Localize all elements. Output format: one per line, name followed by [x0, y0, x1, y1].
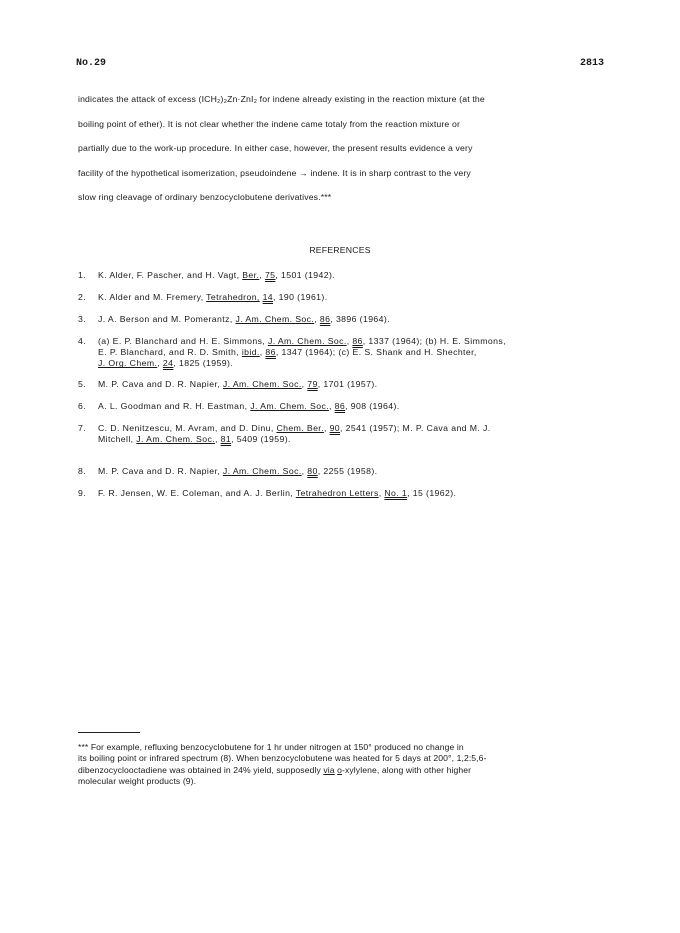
reference-citation: [98, 488, 608, 499]
text-run: K. Alder and M. Fremery,: [98, 292, 207, 302]
footnote-line: [78, 776, 608, 787]
footnote-rule: [78, 732, 140, 733]
reference-number: 9.: [78, 488, 87, 498]
text-run: , 1825 (1959).: [173, 358, 234, 369]
emphasized-run: 24: [162, 358, 174, 369]
footnote-line: [78, 742, 608, 753]
text-run: , 3896 (1964).: [330, 314, 391, 324]
text-run: ,: [157, 358, 163, 369]
journal-issue: No.29: [76, 58, 107, 69]
body-line: partially due to the work-up procedure. In either case, however, the present results evidence a very: [78, 143, 473, 154]
text-run: M. P. Cava and D. R. Napier,: [98, 379, 223, 389]
citation-line: [98, 336, 608, 347]
citation-line: [98, 379, 608, 390]
reference-number: 4.: [78, 336, 87, 346]
text-run: ,: [301, 466, 308, 476]
emphasized-run: J. Am. Chem. Soc.: [222, 379, 302, 389]
text-run: molecular weight products (9).: [78, 776, 197, 787]
citation-line: [98, 347, 608, 358]
emphasized-run: J. Org. Chem.: [98, 358, 158, 369]
reference-citation: [98, 401, 608, 412]
emphasized-run: Tetrahedron,: [206, 292, 260, 302]
reference-citation: [98, 466, 608, 477]
citation-line: [98, 423, 608, 434]
footnote-line: [78, 765, 608, 776]
text-run: its boiling point or infrared spectrum (8). When benzocyclobutene was heated for 5 days at 200°, 1,2:5,6-: [78, 753, 487, 764]
text-run: ,: [314, 314, 320, 324]
text-run: ,: [259, 347, 266, 358]
text-run: J. A. Berson and M. Pomerantz,: [98, 314, 236, 324]
footnote-line: [78, 753, 608, 764]
body-paragraph: [78, 92, 608, 215]
reference-number: 7.: [78, 423, 87, 433]
reference-citation: [98, 423, 608, 445]
text-run: , 15 (1962).: [407, 488, 457, 498]
emphasized-run: 81: [220, 434, 232, 445]
body-line: facility of the hypothetical isomerization, pseudoindene → indene. It is in sharp contrast to the very: [78, 167, 471, 178]
reference-citation: [98, 270, 608, 281]
reference-number: 8.: [78, 466, 87, 476]
body-line: slow ring cleavage of ordinary benzocyclobutene derivatives.***: [78, 192, 332, 203]
reference-number: 5.: [78, 379, 87, 389]
reference-citation: [98, 292, 608, 303]
citation-line: [98, 270, 608, 281]
text-run: ,: [215, 434, 221, 445]
text-run: ,: [259, 270, 265, 280]
text-run: dibenzocyclooctadiene was obtained in 24% yield, supposedly: [78, 764, 324, 775]
emphasized-run: 14: [262, 292, 274, 302]
text-run: , 5409 (1959).: [231, 434, 291, 445]
text-run: , 2541 (1957); M. P. Cava and M. J.: [340, 423, 491, 433]
text-run: (a) E. P. Blanchard and H. E. Simmons,: [98, 336, 268, 346]
emphasized-run: via: [323, 764, 335, 775]
emphasized-run: J. Am. Chem. Soc.: [250, 401, 330, 411]
text-run: A. L. Goodman and R. H. Eastman,: [98, 401, 251, 411]
citation-line: [98, 401, 608, 412]
text-run: E. P. Blanchard, and R. D. Smith,: [98, 347, 242, 358]
text-run: , 1337 (1964); (b) H. E. Simmons,: [362, 336, 506, 346]
text-run: M. P. Cava and D. R. Napier,: [98, 466, 223, 476]
reference-number: 6.: [78, 401, 87, 411]
text-run: , 1501 (1942).: [275, 270, 336, 280]
emphasized-run: Chem. Ber.: [276, 423, 324, 433]
citation-line: [98, 292, 608, 303]
body-line: boiling point of ether). It is not clear whether the indene came totaly from the reaction mixture or: [78, 118, 460, 129]
text-run: , 190 (1961).: [273, 292, 328, 302]
text-run: ,: [378, 488, 385, 498]
text-run: , 908 (1964).: [345, 401, 400, 411]
text-run: ,: [323, 423, 330, 433]
emphasized-run: 80: [307, 466, 318, 476]
text-run: , 1347 (1964); (c) E. S. Shank and H. Shechter,: [275, 347, 477, 358]
text-run: , 2255 (1958).: [317, 466, 378, 476]
emphasized-run: 79: [307, 379, 318, 389]
emphasized-run: J. Am. Chem. Soc.: [235, 314, 315, 324]
text-run: ,: [329, 401, 335, 411]
reference-number: 2.: [78, 292, 87, 302]
emphasized-run: J. Am. Chem. Soc.: [222, 466, 302, 476]
text-run: K. Alder, F. Pascher, and H. Vagt,: [98, 270, 243, 280]
text-run: *** For example, refluxing benzocyclobutene for 1 hr under nitrogen at 150° produced no change in: [78, 742, 464, 752]
emphasized-run: 90: [329, 423, 341, 433]
emphasized-run: 86: [265, 347, 276, 358]
emphasized-run: ibid.: [241, 347, 260, 358]
emphasized-run: 86: [319, 314, 331, 324]
text-run: Mitchell,: [98, 434, 137, 445]
page-number: 2813: [579, 58, 604, 69]
reference-number: 3.: [78, 314, 87, 324]
emphasized-run: J. Am. Chem. Soc.: [267, 336, 347, 346]
text-run: F. R. Jensen, W. E. Coleman, and A. J. Berlin,: [98, 488, 296, 498]
reference-citation: [98, 379, 608, 390]
citation-line: [98, 434, 608, 445]
emphasized-run: J. Am. Chem. Soc.: [136, 434, 216, 445]
emphasized-run: 75: [264, 270, 276, 280]
text-run: , 1701 (1957).: [317, 379, 378, 389]
text-run: C. D. Nenitzescu, M. Avram, and D. Dinu,: [98, 423, 277, 433]
emphasized-run: 86: [352, 336, 363, 346]
text-run: ,: [346, 336, 353, 346]
text-run: ,: [301, 379, 308, 389]
emphasized-run: No. 1: [384, 488, 408, 498]
citation-line: [98, 488, 608, 499]
emphasized-run: Ber.: [242, 270, 260, 280]
emphasized-run: Tetrahedron Letters: [295, 488, 379, 498]
citation-line: [98, 358, 608, 369]
reference-number: 1.: [78, 270, 87, 280]
text-run: -xylylene, along with other higher: [342, 764, 472, 775]
footnote: [78, 742, 608, 788]
citation-line: [98, 314, 608, 325]
emphasized-run: o: [337, 764, 343, 775]
emphasized-run: 86: [334, 401, 346, 411]
citation-line: [98, 466, 608, 477]
reference-citation: [98, 336, 608, 370]
reference-citation: [98, 314, 608, 325]
body-line: indicates the attack of excess (ICH₂)₂Zn·ZnI₂ for indene already existing in the reaction mixture (at the: [78, 94, 485, 104]
references-heading: REFERENCES: [309, 245, 371, 255]
